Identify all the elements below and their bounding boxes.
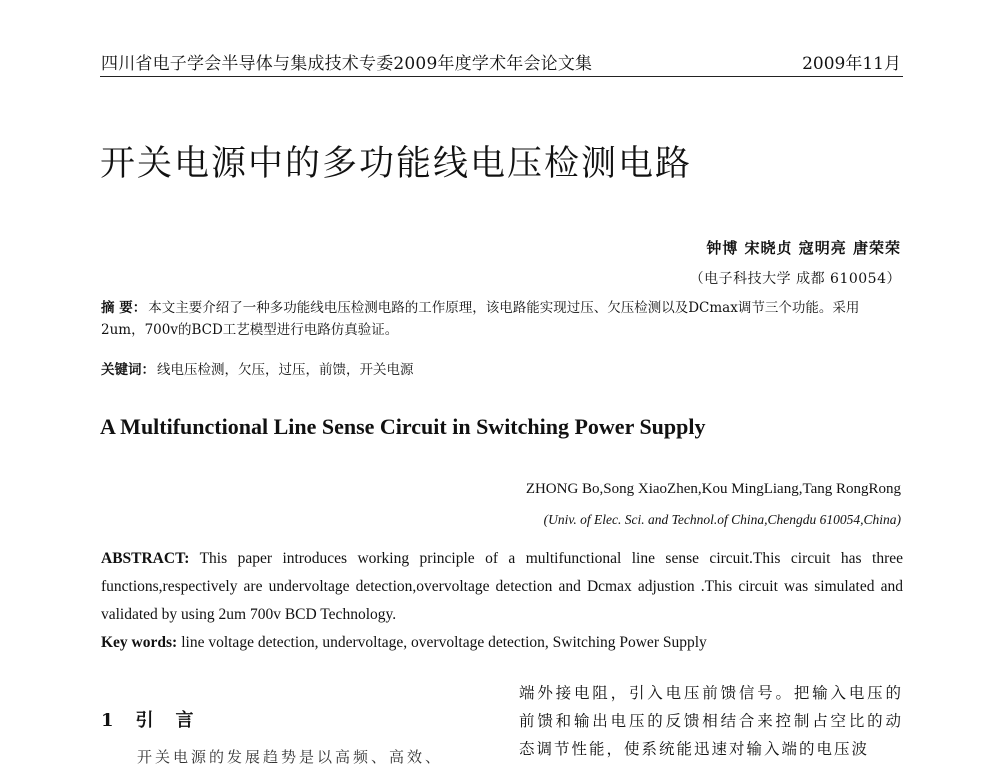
section-number: 1	[101, 710, 118, 731]
keywords-cn-text: 线电压检测，欠压，过压，前馈，开关电源	[157, 362, 414, 378]
header-divider	[100, 76, 903, 77]
authors-cn: 钟博 宋晓贞 寇明亮 唐荣荣	[706, 239, 901, 257]
affiliation-en: (Univ. of Elec. Sci. and Technol.of China,Chengdu 610054,China)	[543, 512, 901, 527]
abstract-en-label: ABSTRACT:	[101, 550, 190, 567]
running-header-journal: 四川省电子学会半导体与集成技术专委2009年度学术年会论文集	[101, 54, 593, 74]
section-heading	[101, 706, 216, 732]
abstract-en-text: This paper introduces working principle of a multifunctional line sense circuit.This circuit has three functions,respectively are undervoltage detection,overvoltage detection and Dcmax adjustion .This circuit was simulated and validated by using 2um 700v BCD Technology.	[101, 550, 903, 623]
keywords-en	[101, 634, 707, 652]
keywords-en-label: Key words:	[101, 634, 178, 651]
abstract-cn-text: 本文主要介绍了一种多功能线电压检测电路的工作原理，该电路能实现过压、欠压检测以及DCmax调节三个功能。采用2um，700v的BCD工艺模型进行电路仿真验证。	[101, 300, 860, 338]
section-title: 引言	[135, 710, 216, 731]
keywords-en-text: line voltage detection, undervoltage, overvoltage detection, Switching Power Supply	[181, 634, 707, 651]
running-header-date: 2009年11月	[802, 54, 901, 74]
keywords-cn	[101, 359, 901, 381]
paper-title-en: A Multifunctional Line Sense Circuit in Switching Power Supply	[100, 414, 706, 439]
right-column-text: 端外接电阻，引入电压前馈信号。把输入电压的前馈和输出电压的反馈相结合来控制占空比的动态调节性能，使系统能迅速对输入端的电压波	[519, 684, 903, 758]
keywords-cn-label: 关键词：	[101, 362, 155, 378]
affiliation-cn: （电子科技大学 成都 610054）	[689, 271, 901, 287]
left-column-text: 开关电源的发展趋势是以高频、高效、	[137, 748, 444, 766]
paper-title-cn: 开关电源中的多功能线电压检测电路	[100, 144, 693, 184]
authors-en: ZHONG Bo,Song XiaoZhen,Kou MingLiang,Tang RongRong	[525, 481, 901, 497]
abstract-cn-label: 摘 要：	[101, 300, 147, 316]
abstract-en	[101, 545, 903, 629]
abstract-cn	[101, 297, 901, 341]
